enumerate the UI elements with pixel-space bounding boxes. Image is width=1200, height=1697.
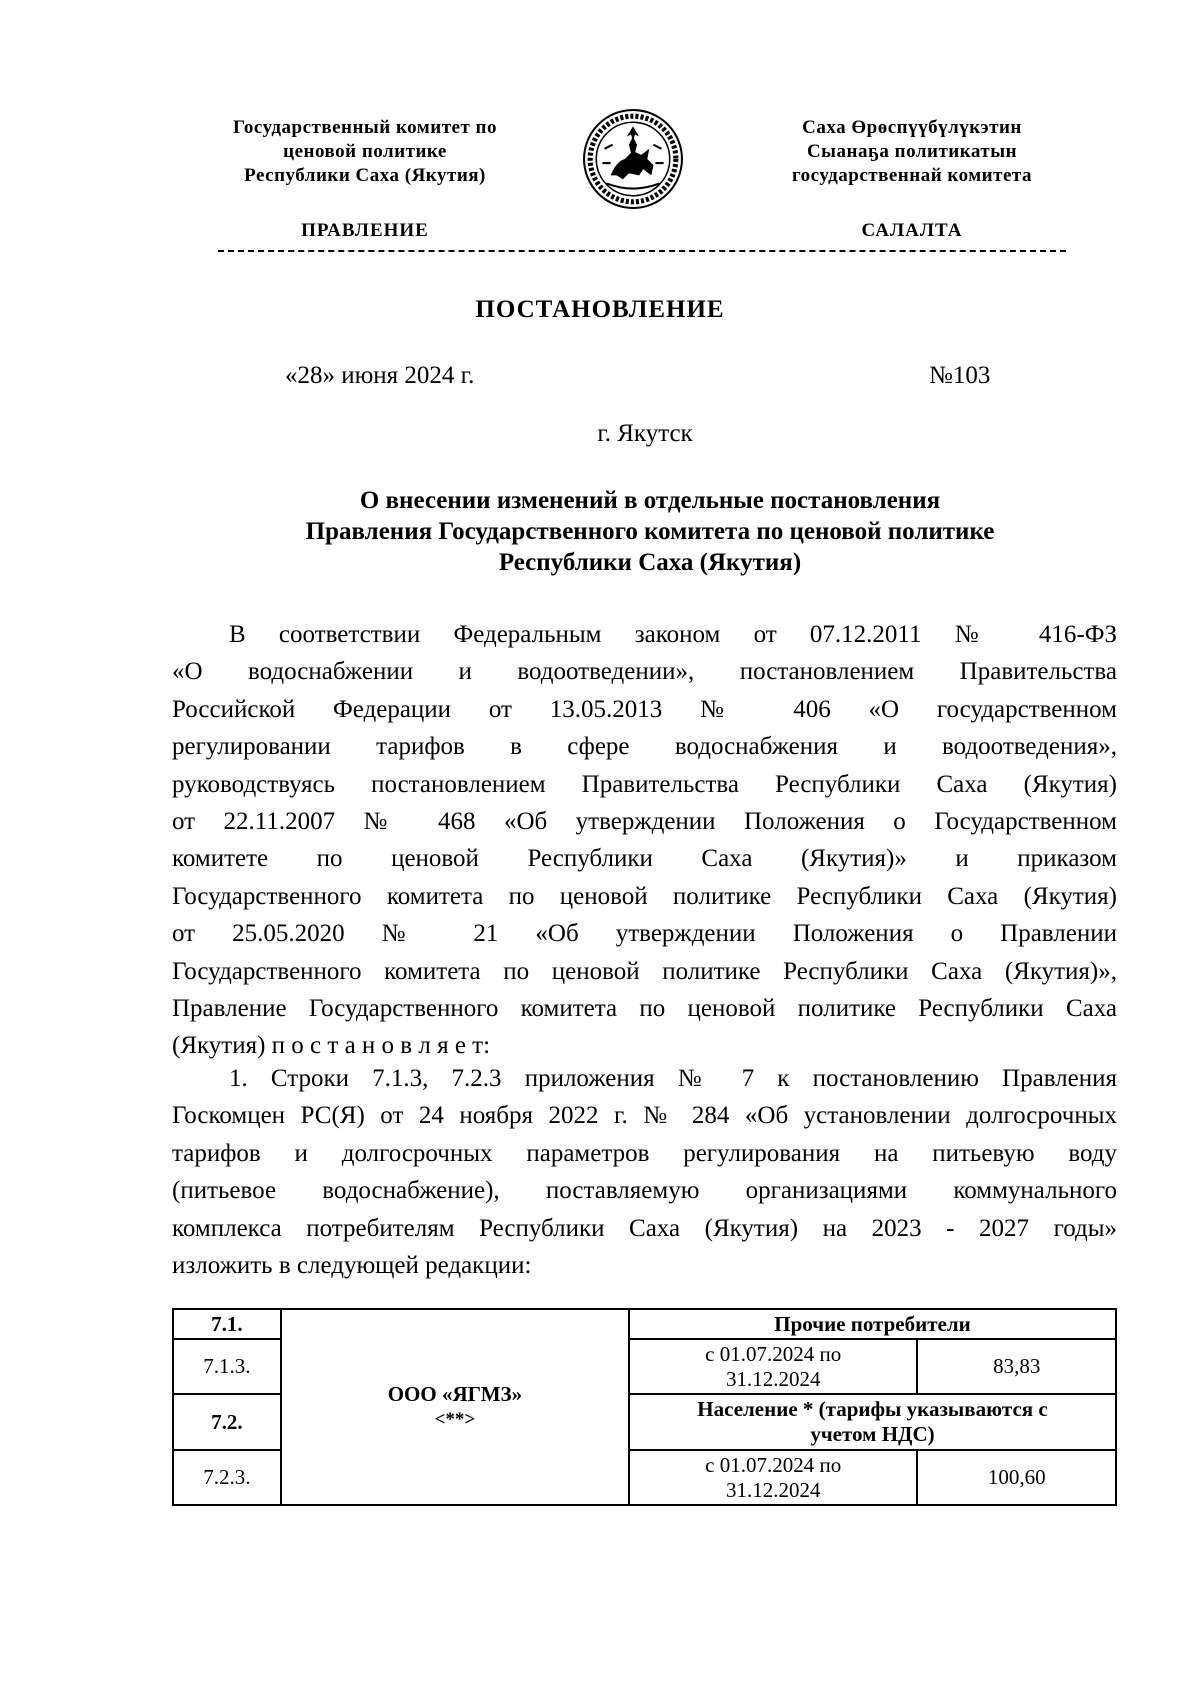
tariff-table (172, 1308, 1117, 1506)
subject-line: Республики Саха (Якутия) (498, 549, 802, 576)
document-number: №103 (929, 362, 991, 389)
category-header: Прочие потребители (629, 1309, 1116, 1339)
preamble-paragraph (172, 616, 1117, 1065)
period-line: 31.12.2024 (725, 1366, 821, 1391)
row-code: 7.1.3. (173, 1339, 281, 1394)
paragraph-line: Правление Государственного комитета по ценовой политике Республики Саха (172, 995, 1117, 1023)
header-divider (218, 250, 1066, 252)
committee-name-sah-line: Сыанаҕа политикатын (806, 141, 1018, 162)
paragraph-line: тарифов и долгосрочных параметров регулирования на питьевую воду (172, 1139, 1117, 1167)
paragraph-line: от 22.11.2007 № 468 «Об утверждении Положения о Государственном (172, 808, 1117, 836)
tariff-value: 100,60 (917, 1450, 1116, 1505)
paragraph-line: от 25.05.2020 № 21 «Об утверждении Положения о Правлении (172, 920, 1117, 948)
period-line: 31.12.2024 (725, 1477, 821, 1502)
category-header-line: учетом НДС) (810, 1422, 935, 1446)
paragraph-line: 1. Строки 7.1.3, 7.2.3 приложения № 7 к постановлению Правления (229, 1065, 1117, 1092)
document-city: г. Якутск (597, 420, 693, 447)
board-label-ru: ПРАВЛЕНИЕ (301, 220, 429, 241)
organization-note: <**> (434, 1409, 476, 1430)
committee-name-sah-line: Саха Өрөспүүбүлүкэтин (802, 117, 1022, 138)
paragraph-line: Госкомцен РС(Я) от 24 ноября 2022 г. № 284 «Об установлении долгосрочных (172, 1102, 1117, 1130)
category-header (629, 1394, 1116, 1450)
paragraph-line: комплекса потребителям Республики Саха (Якутия) на 2023 - 2027 годы» (172, 1214, 1117, 1242)
paragraph-line: Российской Федерации от 13.05.2013 № 406 «О государственном (172, 695, 1117, 723)
committee-name-sah-line: государственнай комитета (792, 165, 1032, 186)
organization-cell (281, 1309, 629, 1505)
row-code: 7.2. (173, 1394, 281, 1450)
document-title: ПОСТАНОВЛЕНИЕ (475, 296, 725, 323)
committee-name-ru-line: Государственный комитет по (233, 117, 497, 138)
period-cell (629, 1339, 917, 1394)
row-code: 7.1. (173, 1309, 281, 1339)
period-cell (629, 1450, 917, 1505)
organization-name: ООО «ЯГМЗ» (387, 1382, 523, 1406)
paragraph-line: регулировании тарифов в сфере водоснабжения и водоотведения», (172, 733, 1117, 761)
subject-line: О внесении изменений в отдельные постановления (359, 487, 941, 514)
committee-name-ru-line: ценовой политике (283, 141, 447, 162)
document-date: «28» июня 2024 г. (285, 362, 475, 389)
committee-name-ru (190, 116, 540, 188)
period-line: с 01.07.2024 по (705, 1341, 842, 1366)
category-header-line: Население * (тарифы указываются с (697, 1397, 1048, 1421)
paragraph-line: (питьевое водоснабжение), поставляемую организациями коммунального (172, 1177, 1117, 1205)
subject-line: Правления Государственного комитета по ценовой политике (305, 518, 995, 545)
board-label-sah: САЛАЛТА (861, 220, 963, 241)
tariff-value: 83,83 (917, 1339, 1116, 1394)
resolution-item-1 (172, 1060, 1117, 1284)
committee-name-sah (742, 116, 1082, 188)
table-row (173, 1309, 1116, 1339)
paragraph-line: Государственного комитета по ценовой политике Республики Саха (Якутия) (172, 882, 1117, 910)
coat-of-arms-emblem-icon (582, 108, 684, 210)
period-line: с 01.07.2024 по (705, 1452, 842, 1477)
paragraph-line: изложить в следующей редакции: (172, 1252, 532, 1280)
paragraph-line: Государственного комитета по ценовой политике Республики Саха (Якутия)», (172, 957, 1117, 985)
paragraph-line: «О водоснабжении и водоотведении», постановлением Правительства (172, 658, 1117, 686)
paragraph-line: руководствуясь постановлением Правительства Республики Саха (Якутия) (172, 770, 1117, 798)
committee-name-ru-line: Республики Саха (Якутия) (244, 165, 486, 186)
paragraph-line: комитете по ценовой Республики Саха (Якутия)» и приказом (172, 845, 1117, 873)
row-code: 7.2.3. (173, 1450, 281, 1505)
document-subject (210, 485, 1090, 578)
paragraph-line: В соответствии Федеральным законом от 07.12.2011 № 416-ФЗ (229, 621, 1117, 648)
paragraph-line: (Якутия) п о с т а н о в л я е т: (172, 1032, 491, 1060)
